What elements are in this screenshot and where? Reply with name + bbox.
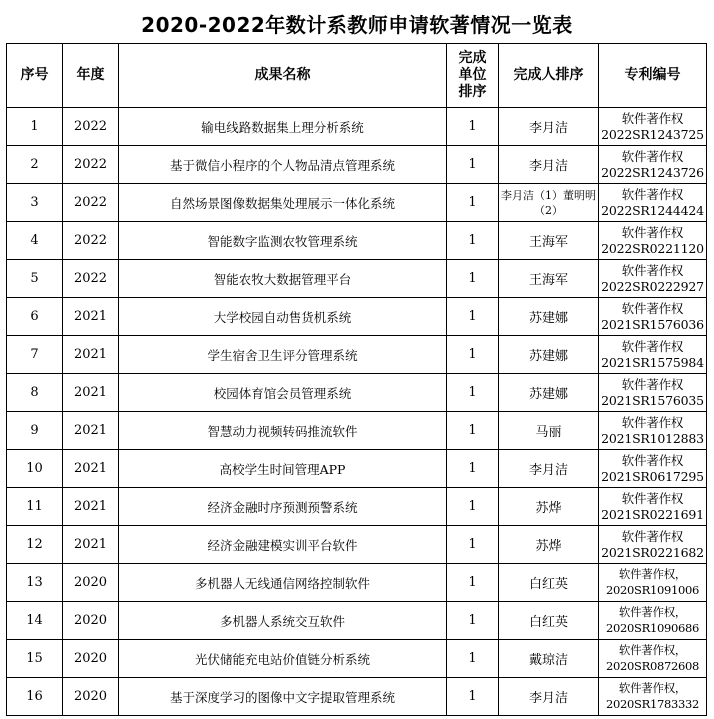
patent-type: 软件著作权: [621, 301, 684, 316]
cell-patent-no: [599, 336, 707, 374]
cell-year: 2021: [63, 298, 119, 336]
cell-patent-no: [599, 108, 707, 146]
cell-author-rank: 李月洁: [499, 108, 599, 146]
cell-seq: 13: [7, 564, 63, 602]
header-seq: 序号: [7, 44, 63, 108]
cell-unit-rank: 1: [447, 488, 499, 526]
cell-year: 2021: [63, 412, 119, 450]
table-row: [7, 146, 707, 184]
cell-name: 经济金融建模实训平台软件: [119, 526, 447, 564]
cell-seq: 6: [7, 298, 63, 336]
cell-patent-no: [599, 564, 707, 602]
patent-type: 软件著作权: [621, 529, 684, 544]
patent-number: 2020SR1783332: [605, 696, 700, 711]
cell-year: 2021: [63, 336, 119, 374]
patent-number: 2021SR1012883: [601, 430, 704, 446]
table-row: [7, 184, 707, 222]
table-row: [7, 640, 707, 678]
table-body: [7, 108, 707, 716]
cell-year: 2022: [63, 146, 119, 184]
patent-type: 软件著作权: [621, 149, 684, 164]
patent-number: 2020SR1091006: [605, 582, 700, 597]
patent-type: 软件著作权: [621, 263, 684, 278]
cell-unit-rank: 1: [447, 260, 499, 298]
patent-number: 2020SR1090686: [605, 620, 700, 635]
cell-seq: 4: [7, 222, 63, 260]
cell-year: 2021: [63, 526, 119, 564]
cell-name: 基于微信小程序的个人物品清点管理系统: [119, 146, 447, 184]
cell-unit-rank: 1: [447, 146, 499, 184]
cell-unit-rank: 1: [447, 602, 499, 640]
table-row: [7, 108, 707, 146]
table-row: [7, 298, 707, 336]
cell-name: 高校学生时间管理APP: [119, 450, 447, 488]
page-title: 2020-2022年数计系教师申请软著情况一览表: [141, 13, 573, 37]
cell-unit-rank: 1: [447, 640, 499, 678]
cell-author-rank: 李月洁（1）董明明（2）: [499, 184, 599, 222]
patent-type: 软件著作权: [621, 491, 684, 506]
cell-author-rank: 王海军: [499, 222, 599, 260]
cell-patent-no: [599, 488, 707, 526]
cell-name: 智能农牧大数据管理平台: [119, 260, 447, 298]
table-row: [7, 450, 707, 488]
cell-year: 2020: [63, 602, 119, 640]
cell-name: 校园体育馆会员管理系统: [119, 374, 447, 412]
cell-patent-no: [599, 678, 707, 716]
cell-unit-rank: 1: [447, 222, 499, 260]
cell-year: 2020: [63, 564, 119, 602]
header-unit-rank: 完成单位排序: [447, 44, 499, 108]
cell-seq: 15: [7, 640, 63, 678]
cell-seq: 3: [7, 184, 63, 222]
cell-year: 2021: [63, 374, 119, 412]
cell-unit-rank: 1: [447, 184, 499, 222]
table-row: [7, 260, 707, 298]
cell-author-rank: 戴琼洁: [499, 640, 599, 678]
patent-type: 软件著作权: [621, 225, 684, 240]
patent-type: 软件著作权: [621, 453, 684, 468]
cell-name: 经济金融时序预测预警系统: [119, 488, 447, 526]
cell-name: 学生宿舍卫生评分管理系统: [119, 336, 447, 374]
cell-year: 2021: [63, 450, 119, 488]
cell-name: 多机器人无线通信网络控制软件: [119, 564, 447, 602]
cell-name: 基于深度学习的图像中文字提取管理系统: [119, 678, 447, 716]
table-row: [7, 526, 707, 564]
cell-name: 光伏储能充电站价值链分析系统: [119, 640, 447, 678]
cell-seq: 2: [7, 146, 63, 184]
patent-type: 软件著作权: [621, 377, 684, 392]
cell-year: 2021: [63, 488, 119, 526]
table-row: [7, 564, 707, 602]
cell-seq: 5: [7, 260, 63, 298]
cell-seq: 8: [7, 374, 63, 412]
cell-author-rank: 苏烨: [499, 526, 599, 564]
patent-type: 软件著作权: [621, 415, 684, 430]
cell-author-rank: 苏建娜: [499, 374, 599, 412]
header-row: [7, 44, 707, 108]
header-author-rank: 完成人排序: [499, 44, 599, 108]
patent-number: 2022SR0221120: [601, 240, 704, 256]
cell-unit-rank: 1: [447, 450, 499, 488]
patent-number: 2021SR0221682: [601, 544, 704, 560]
cell-unit-rank: 1: [447, 526, 499, 564]
cell-seq: 11: [7, 488, 63, 526]
patent-number: 2020SR0872608: [605, 658, 700, 673]
cell-author-rank: 白红英: [499, 602, 599, 640]
cell-author-rank: 李月洁: [499, 450, 599, 488]
cell-name: 多机器人系统交互软件: [119, 602, 447, 640]
header-patent-no: 专利编号: [599, 44, 707, 108]
cell-year: 2022: [63, 184, 119, 222]
header-year: 年度: [63, 44, 119, 108]
cell-seq: 1: [7, 108, 63, 146]
cell-patent-no: [599, 412, 707, 450]
cell-name: 自然场景图像数据集处理展示一体化系统: [119, 184, 447, 222]
cell-patent-no: [599, 222, 707, 260]
cell-seq: 12: [7, 526, 63, 564]
cell-year: 2022: [63, 108, 119, 146]
cell-name: 智慧动力视频转码推流软件: [119, 412, 447, 450]
cell-patent-no: [599, 640, 707, 678]
cell-patent-no: [599, 450, 707, 488]
cell-author-rank: 王海军: [499, 260, 599, 298]
cell-author-rank: 李月洁: [499, 678, 599, 716]
cell-seq: 14: [7, 602, 63, 640]
cell-patent-no: [599, 374, 707, 412]
cell-patent-no: [599, 146, 707, 184]
cell-seq: 10: [7, 450, 63, 488]
cell-patent-no: [599, 260, 707, 298]
cell-name: 输电线路数据集上理分析系统: [119, 108, 447, 146]
cell-author-rank: 苏烨: [499, 488, 599, 526]
cell-author-rank: 马丽: [499, 412, 599, 450]
patent-type: 软件著作权: [621, 111, 684, 126]
patent-number: 2021SR1576035: [601, 392, 704, 408]
table-row: [7, 412, 707, 450]
cell-author-rank: 苏建娜: [499, 336, 599, 374]
cell-unit-rank: 1: [447, 298, 499, 336]
cell-unit-rank: 1: [447, 108, 499, 146]
cell-name: 大学校园自动售货机系统: [119, 298, 447, 336]
cell-year: 2022: [63, 222, 119, 260]
cell-unit-rank: 1: [447, 412, 499, 450]
patent-type: 软件著作权，: [618, 605, 687, 619]
patent-type: 软件著作权，: [618, 681, 687, 695]
table-row: [7, 336, 707, 374]
cell-seq: 16: [7, 678, 63, 716]
cell-name: 智能数字监测农牧管理系统: [119, 222, 447, 260]
cell-author-rank: 李月洁: [499, 146, 599, 184]
cell-author-rank: 白红英: [499, 564, 599, 602]
table-row: [7, 602, 707, 640]
patent-number: 2021SR1576036: [601, 316, 704, 332]
table-row: [7, 222, 707, 260]
patent-number: 2021SR0617295: [601, 468, 704, 484]
patent-type: 软件著作权，: [618, 567, 687, 581]
cell-unit-rank: 1: [447, 564, 499, 602]
cell-patent-no: [599, 602, 707, 640]
cell-seq: 7: [7, 336, 63, 374]
patent-number: 2021SR0221691: [601, 506, 704, 522]
cell-year: 2020: [63, 678, 119, 716]
patent-number: 2022SR1243725: [601, 126, 704, 142]
patent-type: 软件著作权: [621, 339, 684, 354]
cell-unit-rank: 1: [447, 374, 499, 412]
patent-number: 2022SR0222927: [601, 278, 704, 294]
patent-number: 2021SR1575984: [601, 354, 704, 370]
cell-patent-no: [599, 526, 707, 564]
cell-unit-rank: 1: [447, 678, 499, 716]
software-copyright-table: [6, 43, 707, 716]
patent-number: 2022SR1243726: [601, 164, 704, 180]
cell-unit-rank: 1: [447, 336, 499, 374]
table-row: [7, 678, 707, 716]
table-row: [7, 374, 707, 412]
cell-year: 2020: [63, 640, 119, 678]
patent-number: 2022SR1244424: [601, 202, 704, 218]
cell-author-rank: 苏建娜: [499, 298, 599, 336]
patent-type: 软件著作权: [621, 187, 684, 202]
cell-patent-no: [599, 298, 707, 336]
cell-patent-no: [599, 184, 707, 222]
cell-seq: 9: [7, 412, 63, 450]
table-row: [7, 488, 707, 526]
patent-type: 软件著作权，: [618, 643, 687, 657]
header-name: 成果名称: [119, 44, 447, 108]
cell-year: 2022: [63, 260, 119, 298]
